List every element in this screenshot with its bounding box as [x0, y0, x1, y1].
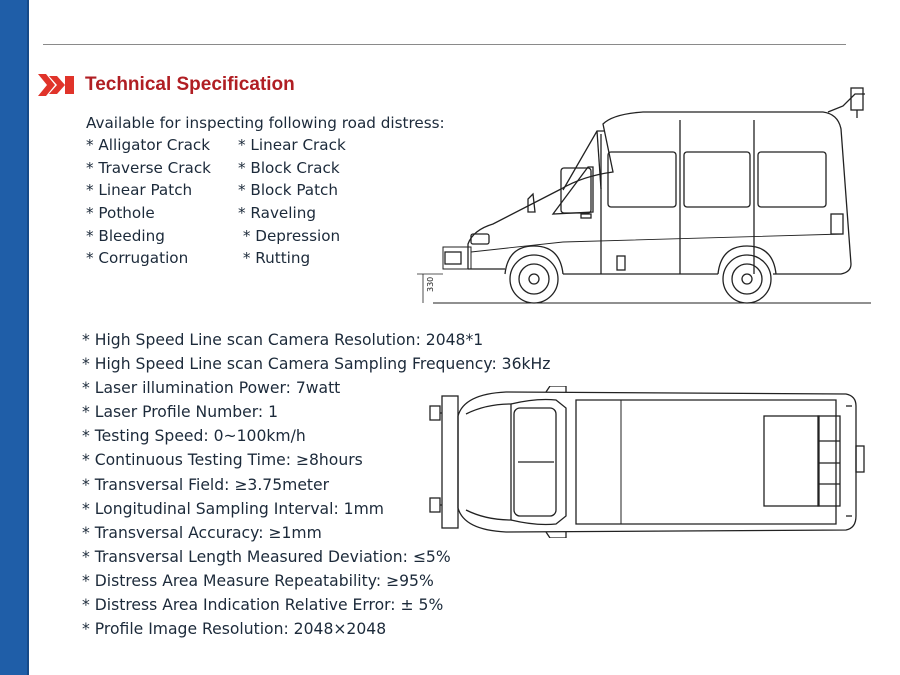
spec-item: * High Speed Line scan Camera Resolution: 2048*1 [82, 331, 484, 349]
distress-item: * Corrugation [86, 249, 189, 268]
left-accent-bar [0, 0, 27, 675]
van-top-view-drawing [426, 386, 866, 538]
spec-item: * High Speed Line scan Camera Sampling Frequency: 36kHz [82, 355, 551, 374]
distress-item: * Raveling [238, 204, 316, 223]
spec-item: * Transversal Field: ≥3.75meter [82, 475, 330, 494]
distress-item: * Rutting [238, 249, 311, 268]
spec-item: * Laser illumination Power: 7watt [82, 379, 341, 398]
dimension-label: 330 [426, 276, 435, 292]
distress-item: * Traverse Crack [86, 158, 211, 177]
distress-item: * Block Patch [238, 181, 339, 200]
van-side-view-drawing [413, 84, 873, 316]
distress-item: * Linear Patch [86, 181, 193, 200]
distress-intro: Available for inspecting following road distress: [86, 114, 445, 132]
double-chevron-right-icon [38, 74, 74, 96]
distress-item: * Pothole [86, 204, 155, 223]
spec-item: * Laser Profile Number: 1 [82, 403, 279, 422]
distress-item: * Alligator Crack [86, 136, 211, 154]
spec-item: * Transversal Accuracy: ≥1mm [82, 523, 322, 542]
distress-item: * Bleeding [86, 226, 165, 245]
page-title: Technical Specification [85, 74, 295, 95]
distress-item: * Block Crack [238, 158, 340, 177]
spec-item: * Distress Area Indication Relative Error: ± 5% [82, 596, 444, 615]
spec-item: * Longitudinal Sampling Interval: 1mm [82, 499, 384, 518]
spec-item: * Testing Speed: 0~100km/h [82, 427, 306, 446]
left-accent-bar-edge [27, 0, 29, 675]
header-divider [43, 44, 846, 45]
spec-item: * Transversal Length Measured Deviation: ≤5% [82, 547, 451, 566]
distress-item: * Depression [238, 226, 341, 245]
spec-item: * Distress Area Measure Repeatability: ≥95% [82, 571, 434, 590]
spec-item: * Continuous Testing Time: ≥8hours [82, 451, 363, 470]
distress-item: * Linear Crack [238, 136, 346, 154]
spec-item: * Profile Image Resolution: 2048×2048 [82, 620, 387, 639]
